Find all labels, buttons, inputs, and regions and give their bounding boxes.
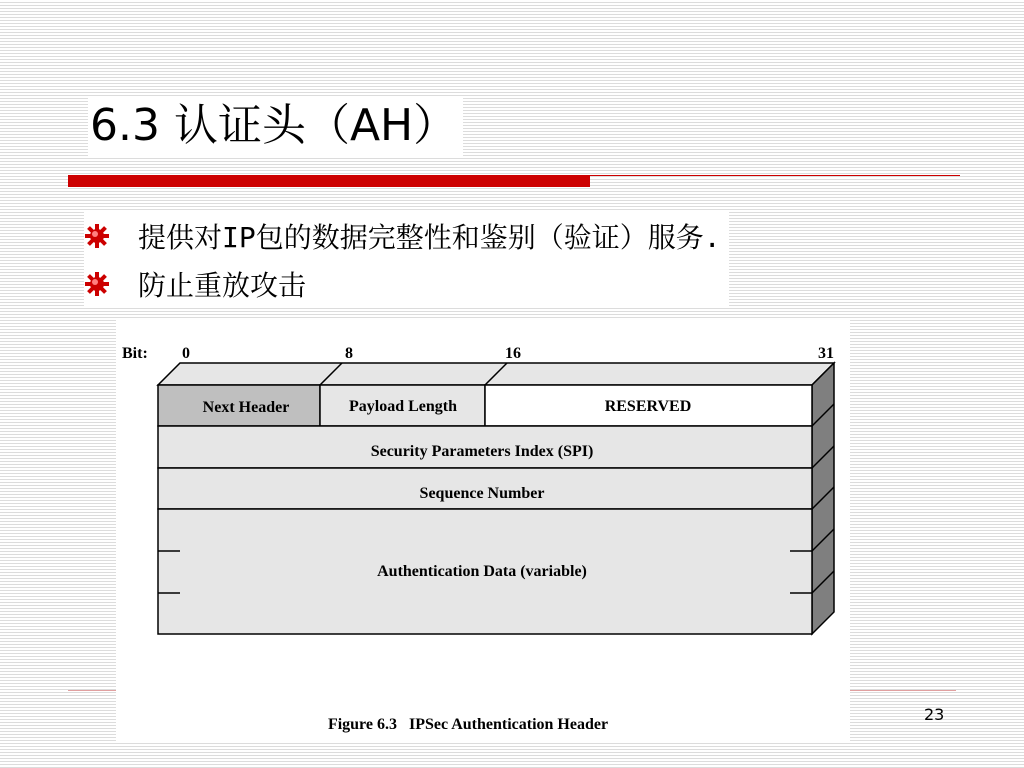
field-payload-length-label: Payload Length [348, 398, 458, 415]
title-underline-thin [590, 175, 960, 176]
bullet-item [84, 212, 729, 260]
bit-tick-31: 31 [818, 345, 834, 362]
title-underline-thick [68, 175, 590, 187]
field-reserved-label: RESERVED [604, 398, 692, 415]
bullet-gear-icon [84, 223, 110, 249]
bit-label: Bit: [122, 345, 148, 362]
field-authentication-data-label: Authentication Data (variable) [377, 563, 587, 580]
bit-tick-16: 16 [505, 345, 521, 362]
ah-header-figure [116, 318, 850, 742]
field-spi-label: Security Parameters Index (SPI) [370, 443, 594, 460]
field-sequence-number-label: Sequence Number [419, 485, 545, 502]
bullet-item [84, 260, 729, 308]
slide-title: 6.3 认证头（AH） [88, 96, 463, 156]
bit-tick-0: 0 [182, 345, 190, 362]
field-next-header-label: Next Header [202, 399, 290, 416]
bit-tick-8: 8 [345, 345, 353, 362]
bullet-text: 提供对IP包的数据完整性和鉴别（验证）服务. [138, 221, 721, 254]
bullet-text: 防止重放攻击 [138, 269, 307, 302]
footer-rule-left [68, 690, 116, 691]
bullet-gear-icon [84, 271, 110, 297]
ah-header-diagram [116, 318, 850, 742]
figure-caption: Figure 6.3 IPSec Authentication Header [327, 716, 609, 733]
page-number: 23 [924, 705, 945, 724]
bullet-list [84, 212, 729, 308]
footer-rule-right [850, 690, 956, 691]
